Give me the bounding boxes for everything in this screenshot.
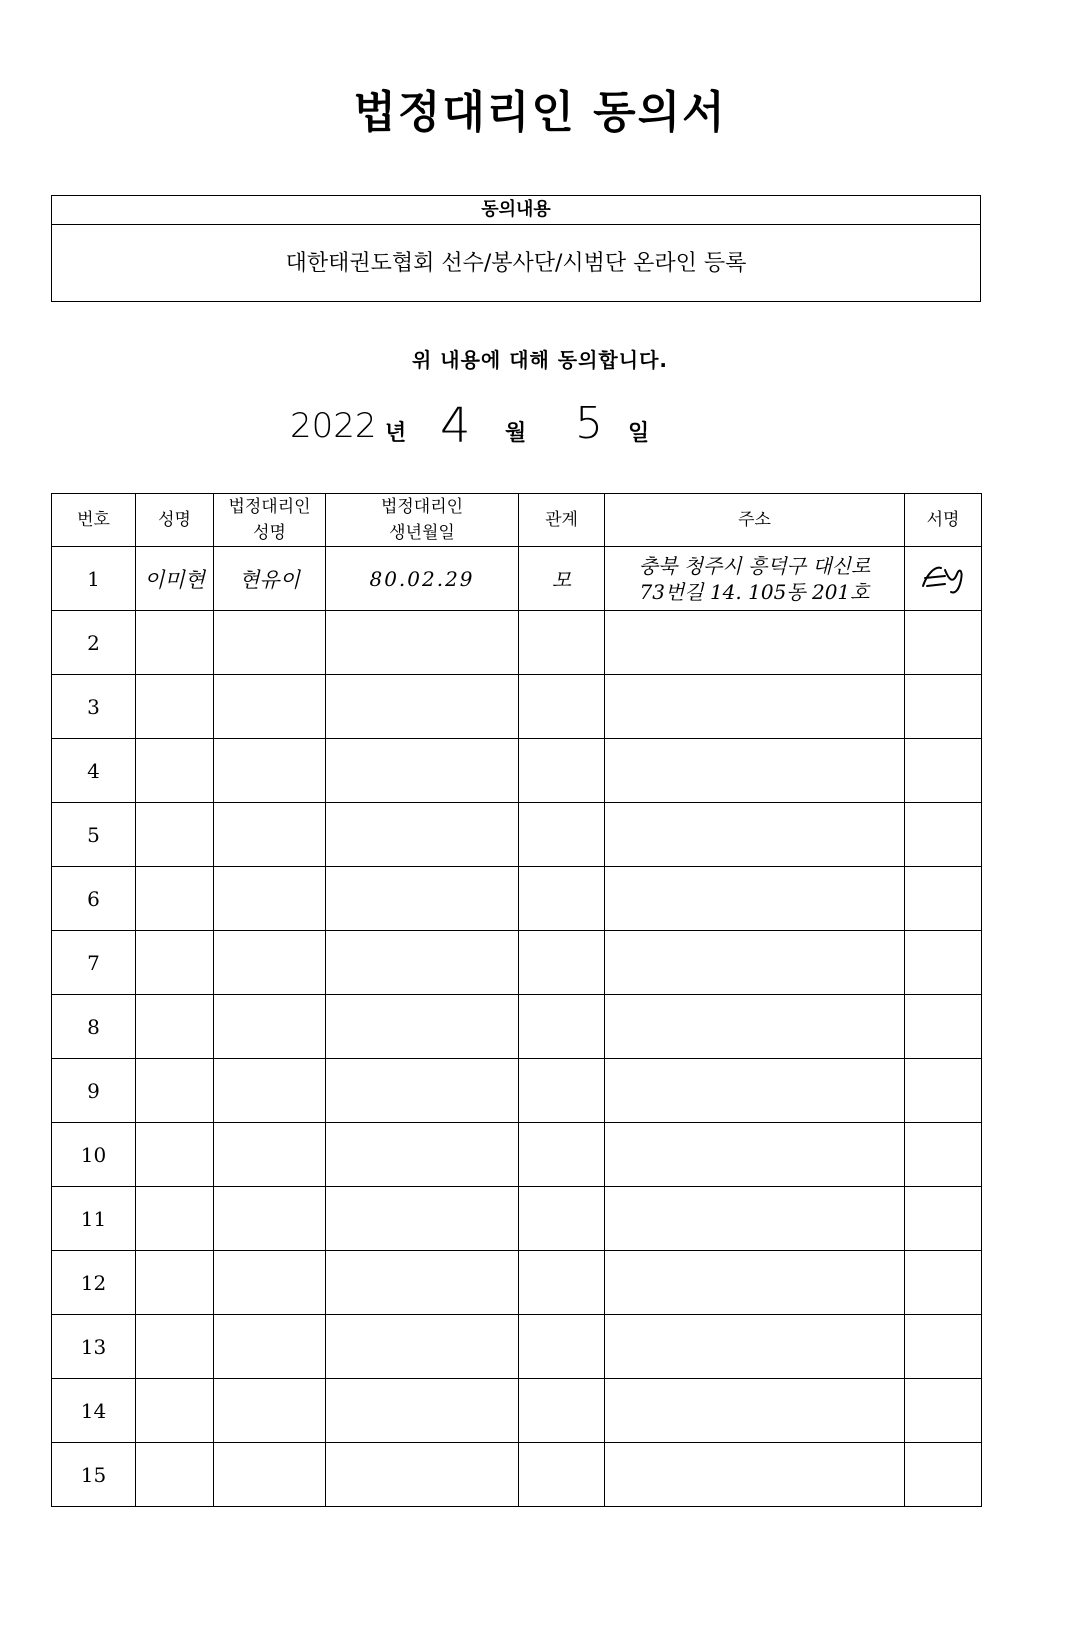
table-row: [52, 1315, 982, 1379]
cell: [214, 1379, 326, 1443]
date-year: 2022: [290, 406, 377, 446]
header-signature: 서명: [905, 494, 982, 547]
cell: [605, 803, 905, 867]
cell: [214, 1315, 326, 1379]
cell: [326, 739, 519, 803]
cell: [214, 931, 326, 995]
row-no: 9: [52, 1059, 136, 1123]
row-no: 4: [52, 739, 136, 803]
table-row: [52, 675, 982, 739]
table-row: [52, 611, 982, 675]
cell: [136, 995, 214, 1059]
row-no: 2: [52, 611, 136, 675]
cell: [214, 1187, 326, 1251]
cell: [136, 867, 214, 931]
consent-box: [51, 195, 981, 302]
agree-statement: 위 내용에 대해 동의합니다.: [411, 348, 668, 372]
cell: [326, 803, 519, 867]
cell: [519, 1059, 605, 1123]
table-row: [52, 995, 982, 1059]
cell: [136, 1059, 214, 1123]
header-guardian-birth-line1: 법정대리인: [380, 497, 464, 517]
cell: [326, 1315, 519, 1379]
row-no: 7: [52, 931, 136, 995]
row-no: 1: [52, 547, 136, 611]
cell: [605, 995, 905, 1059]
cell: [519, 931, 605, 995]
cell: [326, 1443, 519, 1507]
cell: [519, 803, 605, 867]
table-row: [52, 1251, 982, 1315]
cell: [905, 739, 982, 803]
cell: [136, 739, 214, 803]
header-guardian-name-line1: 법정대리인: [228, 497, 311, 517]
cell: [605, 867, 905, 931]
cell: [605, 611, 905, 675]
cell: [905, 675, 982, 739]
table-row: [52, 1123, 982, 1187]
cell: [326, 1251, 519, 1315]
cell: [905, 803, 982, 867]
cell: [519, 1379, 605, 1443]
cell: [136, 931, 214, 995]
cell: [519, 1123, 605, 1187]
row-no: 14: [52, 1379, 136, 1443]
row-relation: 모: [519, 547, 605, 611]
cell: [136, 675, 214, 739]
row-no: 10: [52, 1123, 136, 1187]
row-no: 8: [52, 995, 136, 1059]
cell: [326, 675, 519, 739]
date-day: 5: [575, 398, 603, 449]
cell: [905, 1315, 982, 1379]
consent-body: 대한태권도협회 선수/봉사단/시범단 온라인 등록: [285, 251, 747, 276]
cell: [326, 1059, 519, 1123]
date-month: 4: [440, 398, 471, 454]
table-row: [52, 1379, 982, 1443]
cell: [519, 675, 605, 739]
cell: [214, 995, 326, 1059]
cell: [136, 803, 214, 867]
cell: [214, 675, 326, 739]
date-day-label: 일: [628, 421, 650, 446]
table-row: [52, 931, 982, 995]
table-header-row: [52, 494, 982, 547]
cell: [326, 1379, 519, 1443]
row-no: 6: [52, 867, 136, 931]
row-guardian-name: 현유이: [214, 547, 326, 611]
cell: [905, 1251, 982, 1315]
table-row: [52, 547, 982, 611]
date-month-label: 월: [505, 421, 527, 446]
header-guardian-birth: [326, 494, 519, 547]
cell: [326, 931, 519, 995]
header-guardian-name: [214, 494, 326, 547]
row-no: 13: [52, 1315, 136, 1379]
row-signature: [905, 547, 982, 611]
row-no: 11: [52, 1187, 136, 1251]
cell: [605, 1059, 905, 1123]
row-no: 12: [52, 1251, 136, 1315]
cell: [905, 611, 982, 675]
cell: [326, 995, 519, 1059]
date-line: [0, 398, 1080, 462]
cell: [519, 739, 605, 803]
table-row: [52, 867, 982, 931]
document-title: 법정대리인 동의서: [353, 87, 727, 138]
row-no: 15: [52, 1443, 136, 1507]
cell: [214, 1443, 326, 1507]
cell: [905, 1443, 982, 1507]
cell: [905, 995, 982, 1059]
cell: [326, 1123, 519, 1187]
cell: [214, 867, 326, 931]
cell: [326, 611, 519, 675]
signature-scribble: [915, 556, 971, 596]
table-row: [52, 1187, 982, 1251]
row-guardian-birth: 80.02.29: [326, 547, 519, 611]
cell: [905, 1187, 982, 1251]
cell: [605, 739, 905, 803]
cell: [214, 1059, 326, 1123]
header-no: 번호: [52, 494, 136, 547]
cell: [136, 611, 214, 675]
cell: [605, 1123, 905, 1187]
cell: [326, 867, 519, 931]
cell: [905, 1059, 982, 1123]
row-address-line1: 충북 청주시 흥덕구 대신로: [638, 553, 871, 578]
table-row: [52, 1443, 982, 1507]
consent-header: 동의내용: [52, 196, 980, 225]
cell: [214, 1123, 326, 1187]
cell: [905, 931, 982, 995]
cell: [605, 1379, 905, 1443]
cell: [605, 931, 905, 995]
header-guardian-name-line2: 성명: [253, 523, 286, 543]
cell: [605, 1187, 905, 1251]
cell: [519, 1315, 605, 1379]
date-year-label: 년: [385, 421, 407, 446]
cell: [605, 1443, 905, 1507]
header-relation: 관계: [519, 494, 605, 547]
row-name: 이미현: [136, 547, 214, 611]
guardian-table: [51, 493, 982, 1507]
header-name: 성명: [136, 494, 214, 547]
cell: [519, 1443, 605, 1507]
cell: [136, 1187, 214, 1251]
header-guardian-birth-line2: 생년월일: [389, 523, 455, 543]
row-no: 3: [52, 675, 136, 739]
cell: [519, 1187, 605, 1251]
cell: [519, 611, 605, 675]
cell: [214, 1251, 326, 1315]
cell: [905, 867, 982, 931]
cell: [136, 1315, 214, 1379]
header-address: 주소: [605, 494, 905, 547]
cell: [326, 1187, 519, 1251]
cell: [519, 995, 605, 1059]
cell: [605, 1251, 905, 1315]
cell: [136, 1443, 214, 1507]
table-row: [52, 1059, 982, 1123]
cell: [136, 1251, 214, 1315]
cell: [136, 1123, 214, 1187]
cell: [136, 1379, 214, 1443]
row-address: [605, 547, 905, 611]
cell: [214, 803, 326, 867]
cell: [605, 675, 905, 739]
table-row: [52, 739, 982, 803]
cell: [519, 1251, 605, 1315]
table-row: [52, 803, 982, 867]
row-no: 5: [52, 803, 136, 867]
cell: [519, 867, 605, 931]
cell: [214, 739, 326, 803]
cell: [905, 1379, 982, 1443]
cell: [905, 1123, 982, 1187]
cell: [605, 1315, 905, 1379]
row-address-line2: 73번길 14. 105동 201호: [639, 579, 870, 604]
cell: [214, 611, 326, 675]
